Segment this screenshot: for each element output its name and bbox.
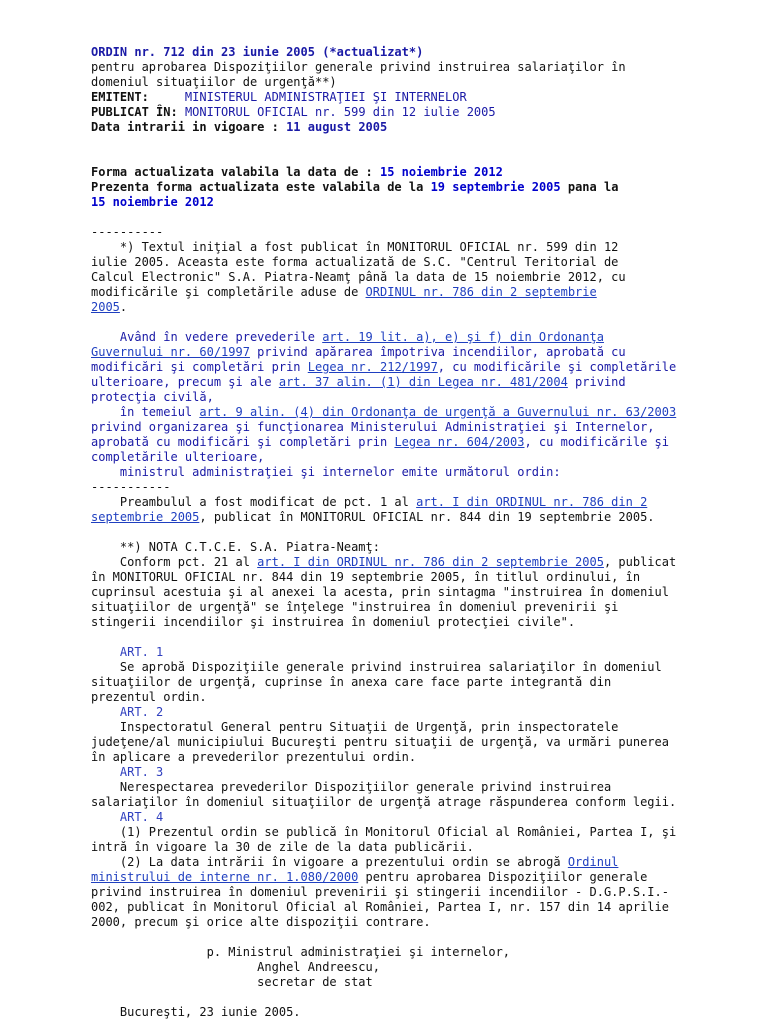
ordinul-786-link-cont[interactable]: 2005 [91,300,120,314]
preamble-text: în temeiul [91,405,200,419]
separator-line: ---------- [91,225,164,239]
preamble-text: protecţia civilă, [91,390,214,404]
preamble-text: , cu modificările şi [524,435,669,449]
art-2-label[interactable]: ART. 2 [91,705,164,719]
preamble-text: privind apărarea împotriva incendiilor, aprobată cu [249,345,626,359]
art-i-ordinul-786-link-cont[interactable]: septembrie 2005 [91,510,200,524]
place-date: Bucureşti, 23 iunie 2005. [91,1005,301,1019]
note-line: . [119,300,128,314]
note-line: iulie 2005. Aceasta este forma actualizată de S.C. "Centrul Teritorial de [91,255,619,269]
note-line: Calcul Electronic" S.A. Piatra-Neamţ până la data de 15 noiembrie 2012, cu [91,270,626,284]
art-i-ordinul-786-link[interactable]: art. I din ORDINUL nr. 786 din 2 [416,495,648,509]
art-4-text: (2) La data intrării în vigoare a prezentului ordin se abrogă [91,855,568,869]
art-i-ordinul-786-link-2[interactable]: art. I din ORDINUL nr. 786 din 2 septembrie 2005 [257,555,604,569]
modif-text: Preambulul a fost modificat de pct. 1 al [91,495,417,509]
note-line: modificările şi completările aduse de [91,285,366,299]
separator-line-2: ----------- [91,480,171,494]
emitent-label: EMITENT: [91,90,149,104]
art-4-text: privind instruirea în domeniul prevenirii şi stingerii incendiilor - D.G.P.S.I.- [91,885,669,899]
ctce-note [91,540,748,630]
publicat-label: PUBLICAT ÎN: [91,105,178,119]
art-3-text: Nerespectarea prevederilor Dispoziţiilor generale privind instruirea [91,780,612,794]
order-subtitle-line-2: domeniul situaţiilor de urgenţă**) [91,75,337,89]
note-line: *) Textul iniţial a fost publicat în MONITORUL OFICIAL nr. 599 din 12 [91,240,619,254]
art-1-label[interactable]: ART. 1 [91,645,164,659]
ordinul-1080-2000-link[interactable]: Ordinul [567,855,619,869]
art-1-text: situaţiilor de urgenţă, cuprinse în anexa care face parte integrantă din [91,675,612,689]
art-4-text: 002, publicat în Monitorul Oficial al României, Partea I, nr. 157 din 14 aprilie [91,900,669,914]
forma-date-to: 15 noiembrie 2012 [91,195,214,209]
legea-212-1997-link[interactable]: Legea nr. 212/1997 [307,360,438,374]
order-title: ORDIN nr. 712 din 23 iunie 2005 (*actualizat*) [91,45,424,59]
preamble-text: , cu modificările şi completările [437,360,677,374]
og-60-1997-link[interactable]: art. 19 lit. a), e) şi f) din Ordonanţa [322,330,604,344]
art-4-text: pentru aprobarea Dispoziţiilor generale [358,870,648,884]
initial-text-note [91,240,748,315]
articles [91,645,748,930]
nota-line: **) NOTA C.T.C.E. S.A. Piatra-Neamţ: [91,540,380,554]
preamble-text: Având în vedere prevederile [91,330,323,344]
art-1-text: Se aprobă Dispoziţiile generale privind instruirea salariaţilor în domeniul [91,660,662,674]
preamble-text: completările ulterioare, [91,450,265,464]
preamble-text: modificări şi completări prin [91,360,308,374]
nota-line: cuprinsul acestuia şi al anexei la acesta, prin sintagma "instruirea în domeniul [91,585,669,599]
forma-date-from: 19 septembrie 2005 [430,180,561,194]
art-4-text: intră în vigoare la 30 de zile de la data publicării. [91,840,474,854]
nota-line: în MONITORUL OFICIAL nr. 844 din 19 septembrie 2005, în titlul ordinului, în [91,570,641,584]
signature-line: p. Ministrul administraţiei şi internelor, [91,945,511,959]
art-2-text: în aplicare a prevederilor prezentului ordin. [91,750,417,764]
legea-604-2003-link[interactable]: Legea nr. 604/2003 [394,435,525,449]
signatory-name: Anghel Andreescu, [91,960,380,974]
legea-481-2004-link[interactable]: art. 37 alin. (1) din Legea nr. 481/2004 [278,375,568,389]
forma-date: 15 noiembrie 2012 [380,165,503,179]
preamble-modification-note [91,495,748,525]
preamble-text: privind [567,375,626,389]
art-3-text: salariaţilor în domeniul situaţiilor de urgenţă atrage răspunderea conform legii. [91,795,677,809]
art-4-label[interactable]: ART. 4 [91,810,164,824]
art-2-text: judeţene/al municipiului Bucureşti pentru situaţii de urgenţă, va urmări punerea [91,735,669,749]
intrare-label: Data intrarii in vigoare : [91,120,279,134]
nota-line: situaţiilor de urgenţă" se înţelege "instruirea în domeniul prevenirii şi [91,600,619,614]
emitent-value: MINISTERUL ADMINISTRAŢIEI ŞI INTERNELOR [184,90,467,104]
forma-actualizata [91,165,748,210]
signature-block [91,945,748,990]
art-4-text: (1) Prezentul ordin se publică în Monitorul Oficial al României, Partea I, şi [91,825,677,839]
ordinul-1080-2000-link-cont[interactable]: ministrului de interne nr. 1.080/2000 [91,870,359,884]
order-subtitle-line-1: pentru aprobarea Dispoziţiilor generale privind instruirea salariaţilor în [91,60,626,74]
forma-line-2-mid: pana la [567,180,619,194]
nota-line: Conform pct. 21 al [91,555,258,569]
oug-63-2003-link[interactable]: art. 9 alin. (4) din Ordonanţa de urgenţă a Guvernului nr. 63/2003 [199,405,677,419]
document-header [91,45,748,135]
preamble-text: ministrul administraţiei şi internelor emite următorul ordin: [91,465,561,479]
preamble-text: ulterioare, precum şi ale [91,375,279,389]
art-2-text: Inspectoratul General pentru Situaţii de Urgenţă, prin inspectoratele [91,720,619,734]
nota-line: stingerii incendiilor şi instruirea în domeniul protecţiei civile". [91,615,576,629]
art-4-text: 2000, precum şi orice alte dispoziţii contrare. [91,915,431,929]
signatory-title: secretar de stat [91,975,373,989]
preamble-text: aprobată cu modificări şi completări prin [91,435,395,449]
nota-line: , publicat [603,555,677,569]
preamble [91,330,748,480]
preamble-text: privind organizarea şi funcţionarea Ministerului Administraţiei şi Internelor, [91,420,655,434]
og-60-1997-link-cont[interactable]: Guvernului nr. 60/1997 [91,345,250,359]
forma-line-1-label: Forma actualizata valabila la data de : [91,165,373,179]
modif-text: , publicat în MONITORUL OFICIAL nr. 844 din 19 septembrie 2005. [199,510,655,524]
art-3-label[interactable]: ART. 3 [91,765,164,779]
publicat-value: MONITORUL OFICIAL nr. 599 din 12 iulie 2005 [184,105,496,119]
art-1-text: prezentul ordin. [91,690,207,704]
intrare-value: 11 august 2005 [286,120,388,134]
ordinul-786-link[interactable]: ORDINUL nr. 786 din 2 septembrie [365,285,597,299]
forma-line-2-label: Prezenta forma actualizata este valabila de la [91,180,424,194]
